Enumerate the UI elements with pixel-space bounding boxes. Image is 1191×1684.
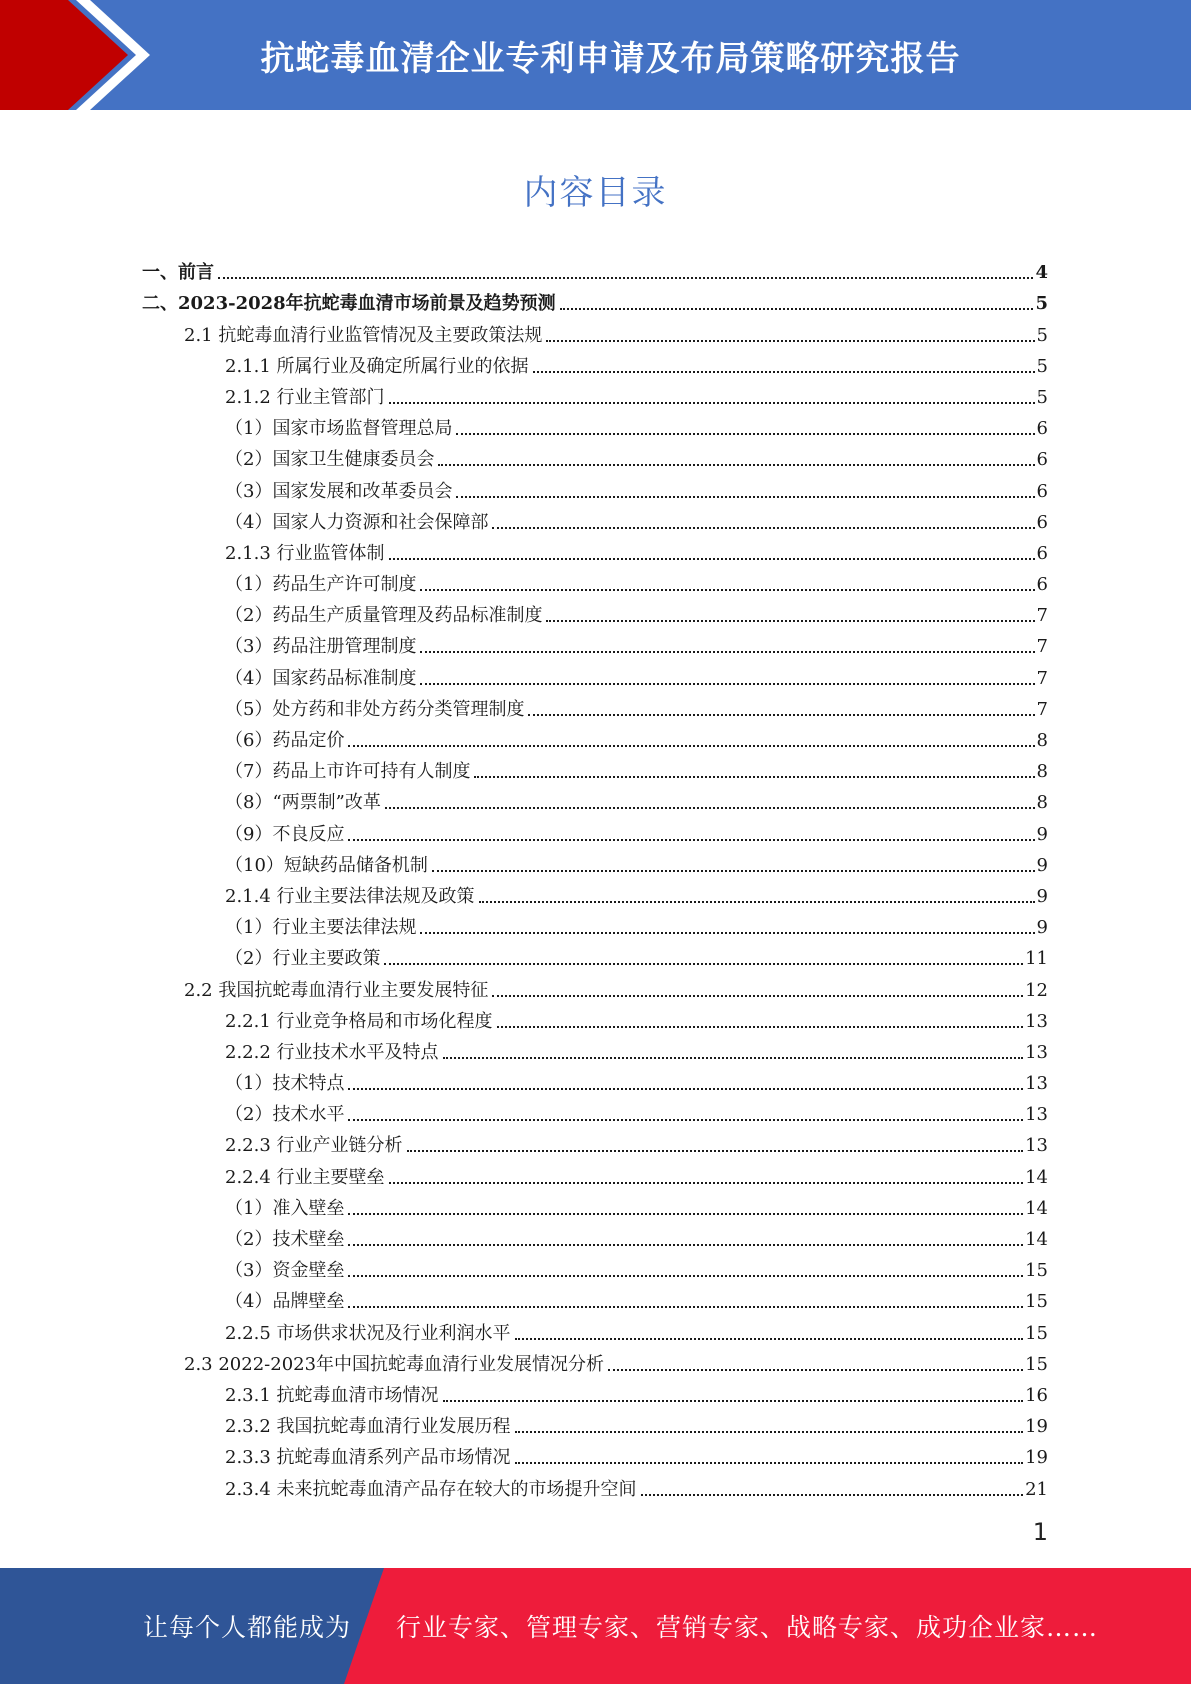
toc-entry-label: （2）药品生产质量管理及药品标准制度: [225, 605, 543, 627]
dot-leader: [218, 277, 1033, 279]
dot-leader: [515, 1338, 1024, 1340]
toc-entry-page: 8: [1036, 761, 1048, 783]
toc-entry-label: 2.3.2 我国抗蛇毒血清行业发展历程: [225, 1416, 511, 1438]
toc-entry-page: 6: [1036, 574, 1048, 596]
dot-leader: [533, 371, 1035, 373]
dot-leader: [438, 464, 1034, 466]
dot-leader: [528, 714, 1034, 716]
toc-entry-label: （7）药品上市许可持有人制度: [225, 761, 471, 783]
toc-entry[interactable]: [142, 284, 1048, 315]
toc-entry-page: 5: [1036, 386, 1048, 408]
toc-entry[interactable]: [142, 471, 1048, 502]
toc-entry-page: 13: [1025, 1010, 1048, 1032]
toc-entry[interactable]: [142, 752, 1048, 783]
dot-leader: [546, 620, 1034, 622]
toc-entry-label: （1）准入壁垒: [225, 1197, 345, 1219]
toc-entry-label: 2.2 我国抗蛇毒血清行业主要发展特征: [184, 979, 489, 1001]
dot-leader: [348, 839, 1034, 841]
toc-entry[interactable]: [142, 596, 1048, 627]
toc-entry-label: 2.1.3 行业监管体制: [225, 542, 385, 564]
toc-entry[interactable]: [142, 1345, 1048, 1376]
toc-entry-label: 2.1.1 所属行业及确定所属行业的依据: [225, 355, 529, 377]
toc-entry[interactable]: [142, 378, 1048, 409]
toc-entry-label: 2.1.4 行业主要法律法规及政策: [225, 885, 475, 907]
dot-leader: [348, 1275, 1023, 1277]
toc-entry-label: （5）处方药和非处方药分类管理制度: [225, 698, 525, 720]
dot-leader: [389, 558, 1035, 560]
toc-entry-label: （4）品牌壁垒: [225, 1291, 345, 1313]
toc-entry-page: 9: [1036, 917, 1048, 939]
toc-entry-label: （3）药品注册管理制度: [225, 636, 417, 658]
toc-entry-label: 2.3.3 抗蛇毒血清系列产品市场情况: [225, 1447, 511, 1469]
toc-entry[interactable]: [142, 409, 1048, 440]
toc-entry[interactable]: [142, 503, 1048, 534]
page-header: [0, 0, 1191, 110]
toc-entry-page: 13: [1025, 1104, 1048, 1126]
dot-leader: [407, 1150, 1024, 1152]
toc-entry[interactable]: [142, 939, 1048, 970]
toc-entry[interactable]: [142, 1313, 1048, 1344]
dot-leader: [420, 589, 1034, 591]
dot-leader: [641, 1494, 1024, 1496]
toc-entry[interactable]: [142, 846, 1048, 877]
toc-entry-label: （2）技术水平: [225, 1104, 345, 1126]
toc-entry[interactable]: [142, 908, 1048, 939]
toc-entry[interactable]: [142, 721, 1048, 752]
dot-leader: [348, 1119, 1023, 1121]
toc-entry-page: 9: [1036, 854, 1048, 876]
toc-entry-label: （1）行业主要法律法规: [225, 917, 417, 939]
toc-entry-page: 6: [1036, 418, 1048, 440]
toc-entry-label: 2.2.4 行业主要壁垒: [225, 1166, 385, 1188]
toc-entry-page: 14: [1025, 1229, 1048, 1250]
footer-slogan-right: 行业专家、管理专家、营销专家、战略专家、成功企业家……: [396, 1613, 1099, 1642]
dot-leader: [546, 340, 1034, 342]
toc-entry-label: 2.2.5 市场供求状况及行业利润水平: [225, 1322, 511, 1344]
toc-entry-label: 2.2.1 行业竞争格局和市场化程度: [225, 1010, 493, 1032]
dot-leader: [348, 1306, 1023, 1308]
toc-entry[interactable]: [142, 1282, 1048, 1313]
toc-entry-label: （10）短缺药品储备机制: [225, 854, 428, 876]
toc-entry-page: 15: [1025, 1322, 1048, 1344]
dot-leader: [420, 683, 1034, 685]
dot-leader: [515, 1431, 1024, 1433]
toc-entry[interactable]: [142, 1095, 1048, 1126]
dot-leader: [432, 870, 1035, 872]
toc-entry[interactable]: [142, 534, 1048, 565]
toc-entry-page: 21: [1025, 1478, 1048, 1500]
toc-entry[interactable]: [142, 565, 1048, 596]
toc-entry[interactable]: [142, 1033, 1048, 1064]
dot-leader: [474, 776, 1034, 778]
dot-leader: [348, 1244, 1023, 1246]
toc-entry-label: （6）药品定价: [225, 730, 345, 751]
toc-entry[interactable]: [142, 877, 1048, 908]
toc-entry-label: 一、前言: [142, 262, 214, 284]
toc-entry-page: 5: [1036, 355, 1048, 377]
dot-leader: [515, 1462, 1024, 1464]
toc-entry[interactable]: [142, 1064, 1048, 1095]
toc-entry-label: （3）国家发展和改革委员会: [225, 480, 453, 502]
dot-leader: [385, 807, 1035, 809]
dot-leader: [492, 527, 1034, 529]
toc-entry-label: （3）资金壁垒: [225, 1260, 345, 1282]
toc-entry[interactable]: [142, 627, 1048, 658]
toc-entry-label: （9）不良反应: [225, 823, 345, 845]
toc-entry-page: 14: [1025, 1197, 1048, 1219]
toc-entry-page: 8: [1036, 792, 1048, 814]
toc-entry[interactable]: [142, 1438, 1048, 1469]
toc-entry[interactable]: [142, 783, 1048, 814]
toc-entry-page: 6: [1036, 449, 1048, 471]
toc-entry-label: 2.1.2 行业主管部门: [225, 386, 385, 408]
toc-entry-page: 6: [1036, 480, 1048, 502]
toc-entry-page: 6: [1036, 542, 1048, 564]
toc-entry-page: 19: [1025, 1447, 1048, 1469]
toc-entry-page: 12: [1025, 979, 1048, 1001]
toc-entry-label: 2.2.3 行业产业链分析: [225, 1135, 403, 1157]
toc-entry-page: 7: [1036, 698, 1048, 720]
toc-entry[interactable]: [142, 1469, 1048, 1500]
toc-entry-label: （2）行业主要政策: [225, 948, 381, 970]
toc-entry[interactable]: [142, 1157, 1048, 1188]
dot-leader: [384, 963, 1023, 965]
toc-entry-page: 7: [1036, 636, 1048, 658]
toc-entry-label: （8）“两票制”改革: [225, 792, 381, 814]
toc-entry[interactable]: [142, 1407, 1048, 1438]
dot-leader: [497, 1026, 1024, 1028]
toc-entry-label: （2）国家卫生健康委员会: [225, 449, 435, 471]
toc-entry[interactable]: [142, 1251, 1048, 1282]
dot-leader: [420, 932, 1034, 934]
toc-entry-page: 5: [1035, 293, 1048, 315]
toc-entry[interactable]: [142, 1126, 1048, 1157]
dot-leader: [389, 402, 1035, 404]
toc-entry-label: （1）国家市场监督管理总局: [225, 418, 453, 440]
toc-entry-page: 11: [1025, 948, 1048, 970]
dot-leader: [456, 496, 1034, 498]
toc-entry-label: 二、2023-2028年抗蛇毒血清市场前景及趋势预测: [142, 293, 556, 315]
dot-leader: [608, 1369, 1023, 1371]
toc-entry-page: 15: [1025, 1353, 1048, 1375]
toc-entry-page: 15: [1025, 1260, 1048, 1282]
toc-entry[interactable]: [142, 315, 1048, 346]
toc-entry-label: （2）技术壁垒: [225, 1229, 345, 1250]
dot-leader: [348, 745, 1034, 747]
dot-leader: [443, 1057, 1024, 1059]
toc-entry-page: 7: [1036, 605, 1048, 627]
toc-entry-page: 8: [1036, 730, 1048, 751]
toc-entry[interactable]: [142, 1220, 1048, 1251]
dot-leader: [420, 651, 1034, 653]
toc-entry-label: 2.3 2022-2023年中国抗蛇毒血清行业发展情况分析: [184, 1353, 605, 1375]
toc-entry-label: 2.3.4 未来抗蛇毒血清产品存在较大的市场提升空间: [225, 1478, 637, 1500]
toc-entry[interactable]: [142, 970, 1048, 1001]
toc-entry-label: （1）药品生产许可制度: [225, 574, 417, 596]
toc-entry-page: 5: [1036, 324, 1048, 346]
toc-entry-label: 2.3.1 抗蛇毒血清市场情况: [225, 1384, 439, 1406]
toc-entry[interactable]: [142, 658, 1048, 689]
toc-entry-page: 14: [1025, 1166, 1048, 1188]
toc-entry[interactable]: [142, 253, 1048, 284]
dot-leader: [389, 1182, 1024, 1184]
dot-leader: [348, 1213, 1023, 1215]
report-title: 抗蛇毒血清企业专利申请及布局策略研究报告: [260, 38, 961, 79]
toc-entry-label: 2.2.2 行业技术水平及特点: [225, 1041, 439, 1063]
toc-entry-label: （1）技术特点: [225, 1073, 345, 1095]
toc-entry-page: 19: [1025, 1416, 1048, 1438]
toc-entry-page: 13: [1025, 1073, 1048, 1095]
dot-leader: [456, 433, 1034, 435]
toc-entry-page: 16: [1025, 1384, 1048, 1406]
page-number: 1: [1032, 1518, 1048, 1546]
toc-entry-page: 4: [1035, 262, 1048, 284]
toc-entry[interactable]: [142, 690, 1048, 721]
toc-entry-page: 9: [1036, 885, 1048, 907]
dot-leader: [560, 308, 1034, 310]
footer-slogan-left: 让每个人都能成为: [143, 1613, 352, 1642]
toc-heading: 内容目录: [523, 173, 668, 213]
toc-entry-page: 13: [1025, 1135, 1048, 1157]
toc-entry-label: （4）国家人力资源和社会保障部: [225, 511, 489, 533]
page-footer: [0, 1568, 1191, 1684]
toc-entry-page: 7: [1036, 667, 1048, 689]
toc-entry[interactable]: [142, 1002, 1048, 1033]
toc-entry-page: 15: [1025, 1291, 1048, 1313]
toc-entry-label: 2.1 抗蛇毒血清行业监管情况及主要政策法规: [184, 324, 543, 346]
toc-entry-page: 6: [1036, 511, 1048, 533]
dot-leader: [348, 1088, 1023, 1090]
dot-leader: [443, 1400, 1024, 1402]
toc-entry[interactable]: [142, 347, 1048, 378]
table-of-contents: [142, 253, 1048, 1501]
toc-entry[interactable]: [142, 1376, 1048, 1407]
toc-entry-page: 13: [1025, 1041, 1048, 1063]
toc-entry-label: （4）国家药品标准制度: [225, 667, 417, 689]
toc-entry-page: 9: [1036, 823, 1048, 845]
toc-entry[interactable]: [142, 1189, 1048, 1220]
toc-entry[interactable]: [142, 440, 1048, 471]
toc-entry[interactable]: [142, 814, 1048, 845]
dot-leader: [492, 995, 1023, 997]
dot-leader: [479, 901, 1035, 903]
